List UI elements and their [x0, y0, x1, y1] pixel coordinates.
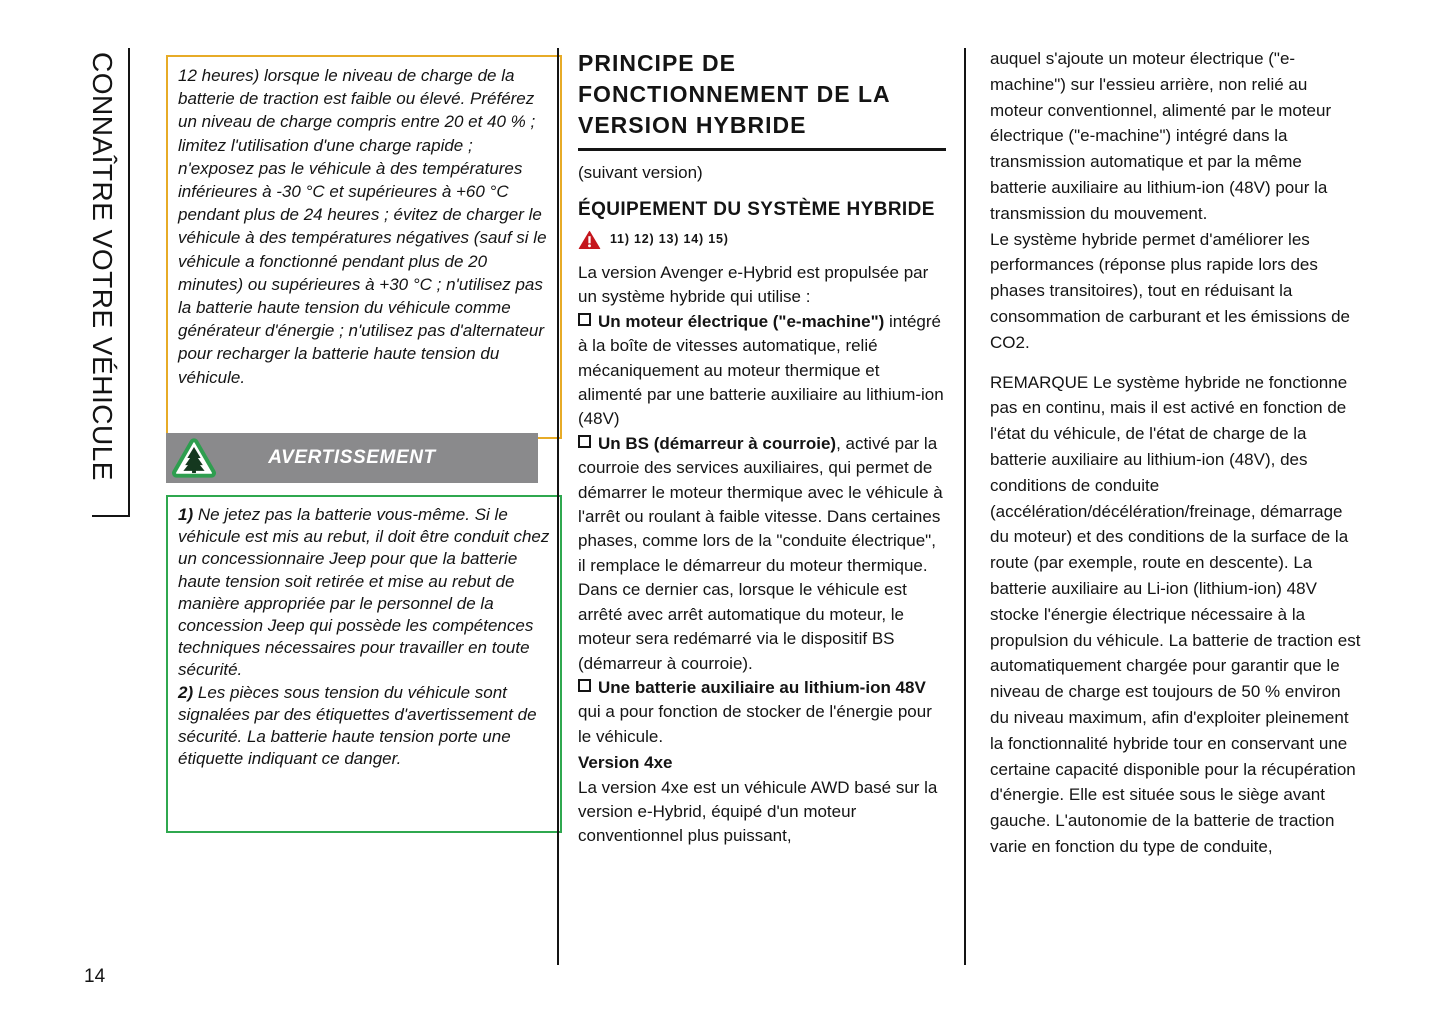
column-divider	[557, 48, 559, 965]
column-divider	[964, 48, 966, 965]
bullet-text: intégré à la boîte de vitesses automatique, relié mécaniquement au moteur thermique et alimenté par une batterie auxiliaire au lithium-ion (48V)	[578, 311, 944, 429]
page-number: 14	[84, 966, 106, 987]
warning-item-text: Ne jetez pas la batterie vous-même. Si le véhicule est mis au rebut, il doit être conduit chez un concessionnaire Jeep pour que la batterie haute tension soit retirée et mise au rebut de manière appropriée par le personnel de la concession Jeep qui possède les compétences techniques nécessaires pour travailler en toute sécurité.	[178, 505, 550, 680]
bullet-item-1	[578, 310, 946, 432]
paragraph-continuation: auquel s'ajoute un moteur électrique ("e-machine") sur l'essieu arrière, non relié au moteur conventionnel, alimenté par le moteur électrique ("e-machine") intégré dans la transmission automatique et par la même batterie auxiliaire au lithium-ion (48V) pour la transmission du mouvement.	[990, 49, 1332, 223]
bullet-lead: Un BS (démarreur à courroie)	[598, 433, 837, 453]
section-heading: ÉQUIPEMENT DU SYSTÈME HYBRIDE	[578, 199, 935, 220]
paragraph-remarque: REMARQUE Le système hybride ne fonctionne pas en continu, mais il est activé en fonction de l'état du véhicule, de l'état de charge de la batterie auxiliaire au lithium-ion (48V), des conditions de conduite (accélération/décélération/freinage, démarrage du moteur) et des conditions de la surface de la route (par exemple, route en descente). La batterie auxiliaire au Li-ion (lithium-ion) 48V stocke l'énergie électrique nécessaire à la propulsion du véhicule. La batterie de traction est automatiquement chargée pour garantir que le niveau de charge est toujours de 50 % environ du niveau maximum, afin d'exploiter pleinement la fonctionnalité hybride tour en conservant une certaine capacité disponible pour la récupération d'énergie. Elle est située sous le siège avant gauche. L'autonomie de la batterie de traction varie en fonction du type de conduite,	[990, 372, 1361, 856]
warning-item-2	[178, 682, 550, 771]
warning-item-1	[178, 504, 550, 682]
square-bullet-icon	[578, 313, 591, 326]
intro-paragraph: La version Avenger e-Hybrid est propulsée par un système hybride qui utilise :	[578, 263, 929, 307]
bullet-lead: Une batterie auxiliaire au lithium-ion 48V	[598, 677, 926, 697]
title-rule	[578, 148, 946, 151]
green-warning-box	[166, 495, 562, 833]
warning-item-text: Les pièces sous tension du véhicule sont signalées par des étiquettes d'avertissement de sécurité. La batterie haute tension porte une étiquette indiquant ce danger.	[178, 682, 537, 769]
paragraph-hybrid-benefits: Le système hybride permet d'améliorer les performances (réponse plus rapide lors des phases transitoires), tout en réduisant la consommation de carburant et les émissions de CO2.	[990, 229, 1351, 352]
caution-box-text: 12 heures) lorsque le niveau de charge de la batterie de traction est faible ou élevé. Préférez un niveau de charge compris entre 20 et 40 % ; limitez l'utilisation d'une charge rapide ; n'exposez pas le véhicule à des températures inférieures à -30 °C et supérieures à +60 °C pendant plus de 24 heures ; évitez de charger le véhicule à des températures négatives (sauf si le véhicule a fonctionné pendant plus de 20 minutes) ou supérieures à +30 °C ; n'utilisez pas la batterie haute tension du véhicule comme générateur d'énergie ; n'utilisez pas d'alternateur pour recharger la batterie haute tension du véhicule.	[178, 66, 547, 387]
chapter-sidebar-title: CONNAÎTRE VOTRE VÉHICULE	[87, 52, 118, 481]
page-title: PRINCIPE DE FONCTIONNEMENT DE LA VERSION HYBRIDE	[578, 50, 890, 138]
bullet-lead: Un moteur électrique ("e-machine")	[598, 311, 885, 331]
warning-refs-row	[578, 230, 946, 252]
sidebar-vertical-rule	[128, 48, 130, 517]
warning-reference-numbers: 11) 12) 13) 14) 15)	[610, 232, 729, 246]
bullet-item-3	[578, 676, 946, 749]
square-bullet-icon	[578, 679, 591, 692]
sidebar-horizontal-rule	[92, 515, 130, 517]
red-warning-triangle-icon	[578, 230, 601, 250]
warning-item-number: 1)	[178, 505, 194, 524]
right-column	[990, 46, 1362, 860]
subtitle: (suivant version)	[578, 163, 703, 182]
warning-banner-label: AVERTISSEMENT	[268, 447, 436, 468]
bullet-text: , activé par la courroie des services auxiliaires, qui permet de démarrer le moteur thermique avec le véhicule à l'arrêt ou roulant à faible vitesse. Dans certaines phases, comme lors de la "conduite électrique", il remplace le démarreur du moteur thermique. Dans ce dernier cas, lorsque le véhicule est arrêté avec arrêt automatique du moteur, le moteur sera redémarré via le dispositif BS (démarreur à courroie).	[578, 433, 943, 673]
caution-box	[166, 55, 562, 439]
square-bullet-icon	[578, 435, 591, 448]
warning-banner	[166, 433, 538, 483]
version-4xe-heading: Version 4xe	[578, 753, 673, 773]
bullet-text: qui a pour fonction de stocker de l'énergie pour le véhicule.	[578, 702, 932, 746]
warning-item-number: 2)	[178, 682, 194, 702]
version-4xe-paragraph: La version 4xe est un véhicule AWD basé sur la version e-Hybrid, équipé d'un moteur conventionnel plus puissant,	[578, 777, 938, 846]
tree-warning-triangle-icon	[171, 437, 217, 479]
middle-column	[578, 48, 946, 849]
bullet-item-2	[578, 432, 946, 676]
